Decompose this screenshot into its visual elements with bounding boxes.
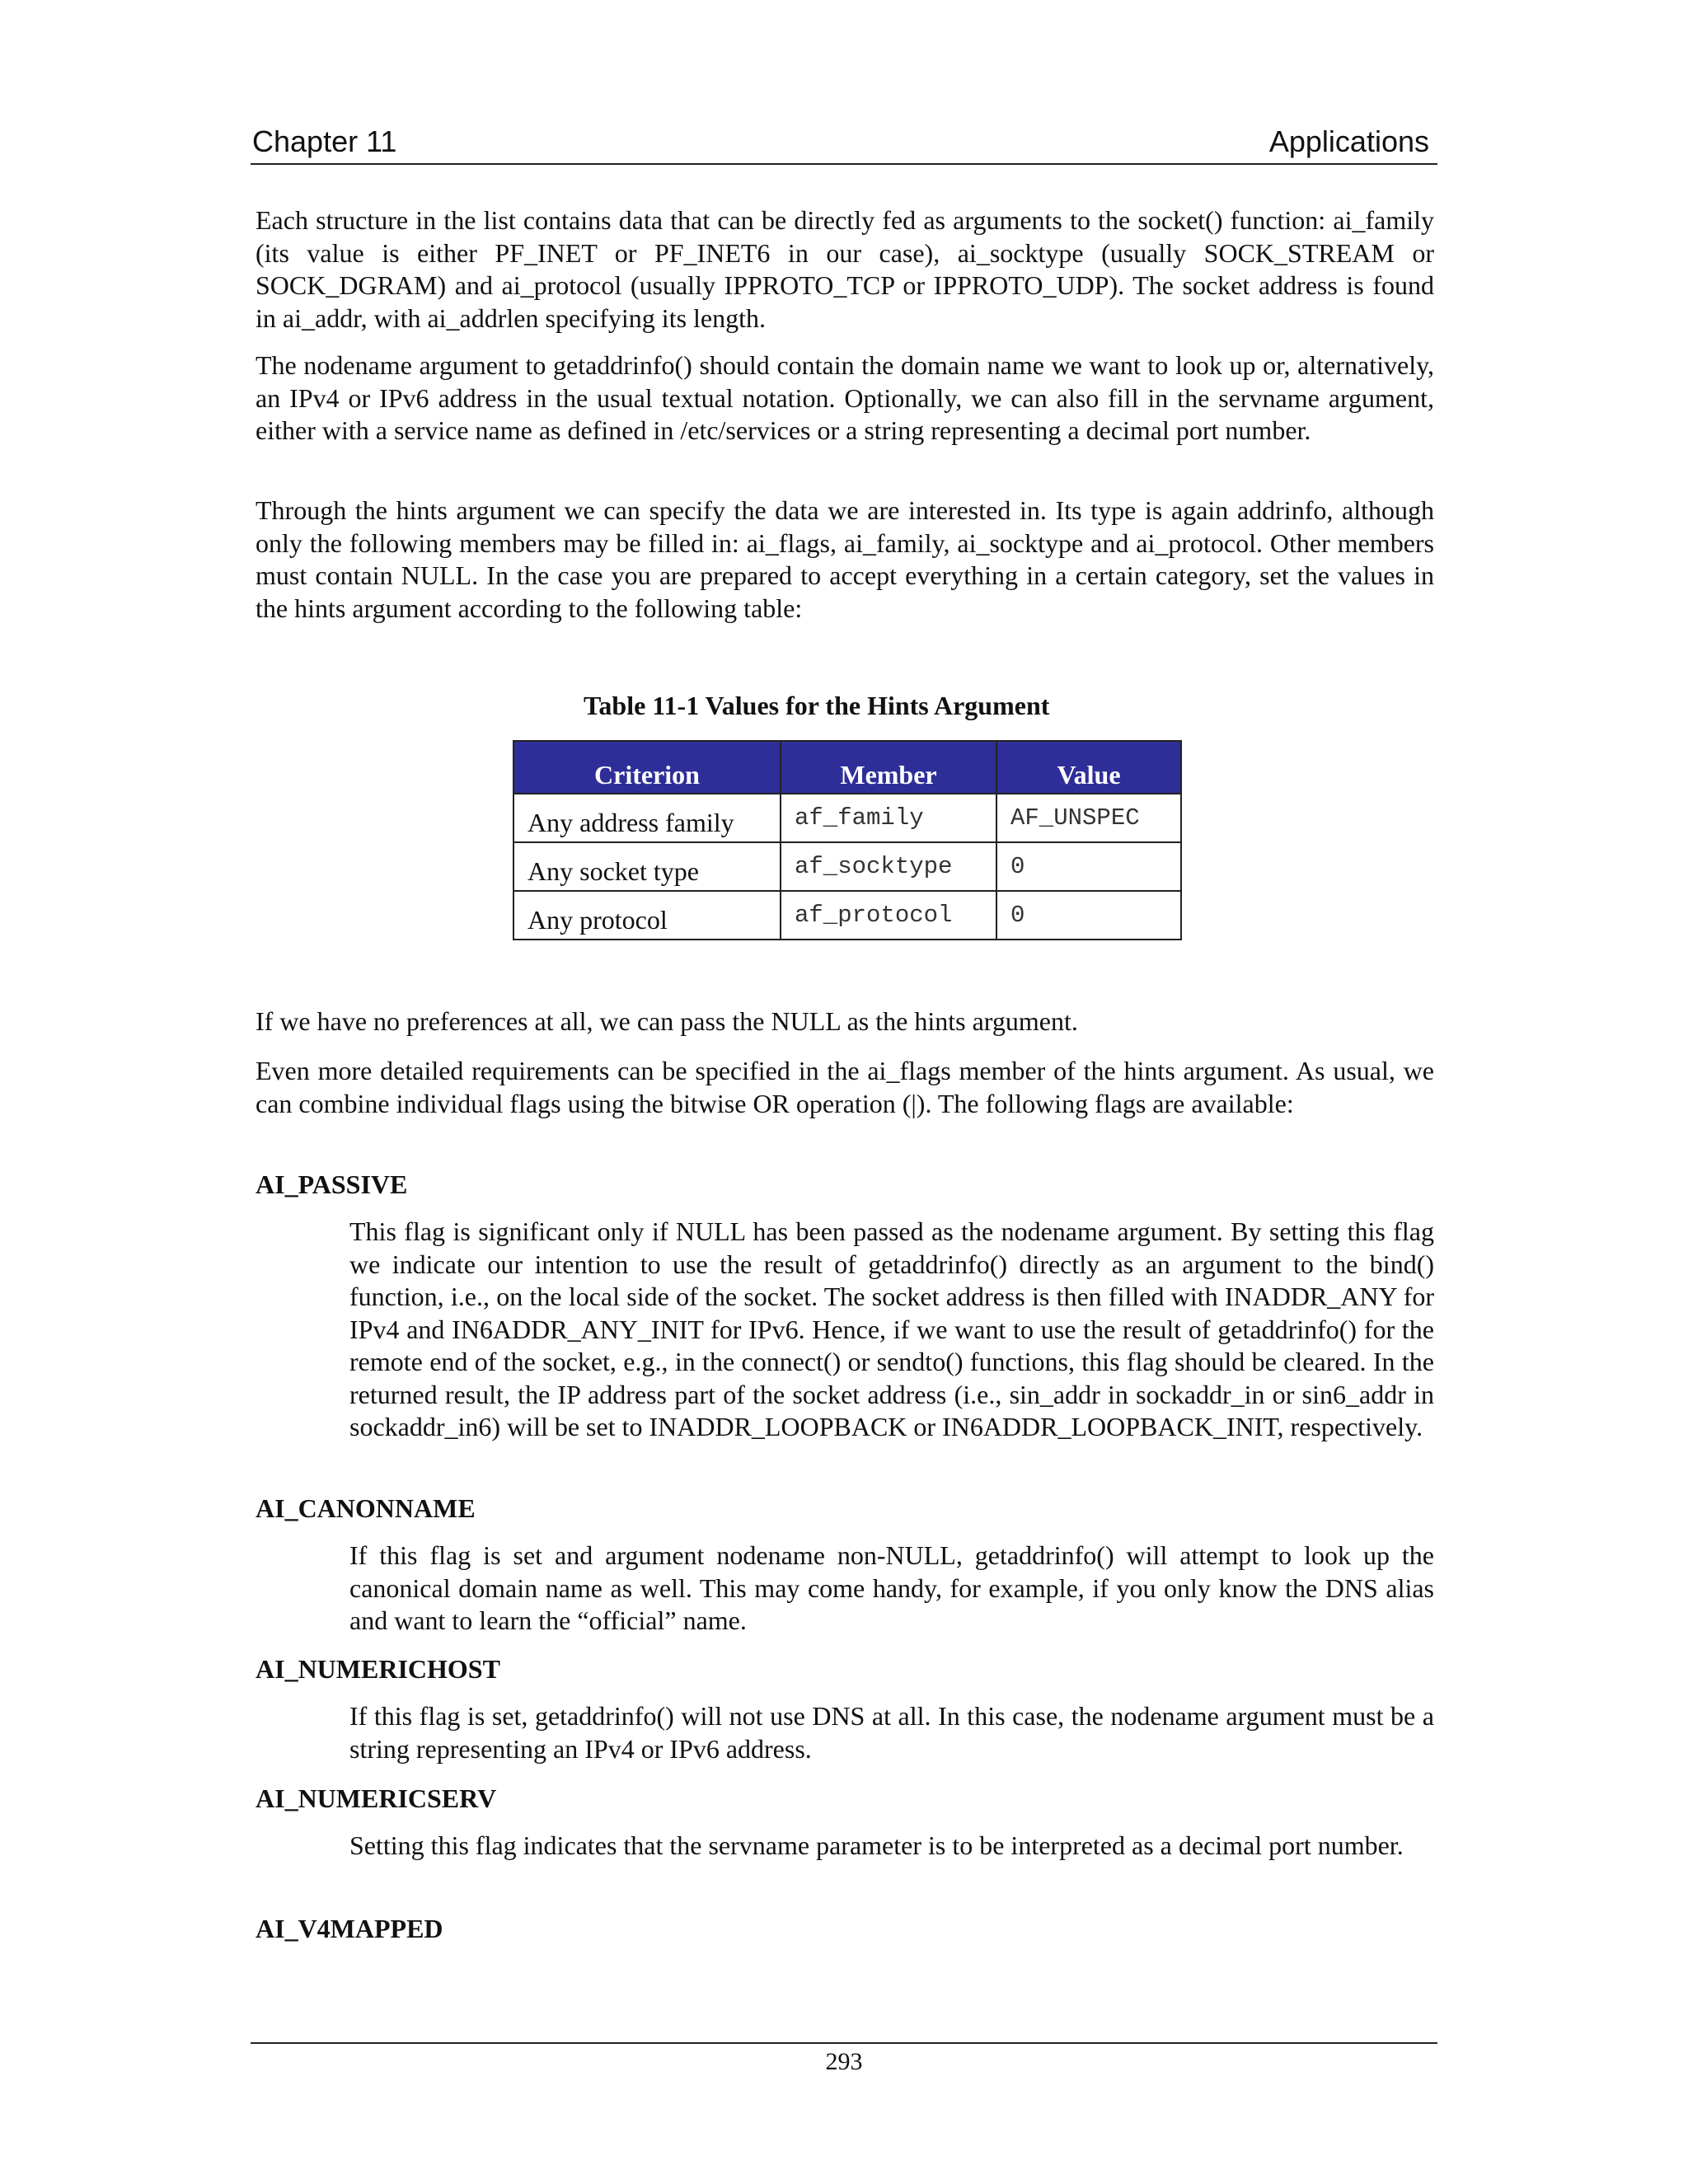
table-row xyxy=(513,794,1181,842)
flag-term-ai-numericserv: AI_NUMERICSERV xyxy=(256,1783,497,1813)
table-row xyxy=(513,842,1181,891)
paragraph-addrinfo-structure: Each structure in the list contains data that can be directly fed as arguments to the socket() function: ai_family (its value is either PF_INET or PF_INET6 in our case), ai_socktype (usually SOCK_STREAM or SOCK_DGRAM) and ai_protocol (usually IPPROTO_TCP or IPPROTO_UDP). The socket address is found in ai_addr, with ai_addrlen specifying its length. xyxy=(256,205,1434,333)
flag-term-ai-canonname: AI_CANONNAME xyxy=(256,1493,476,1523)
criterion-cell: Any address family xyxy=(513,794,781,842)
paragraph-ai-flags: Even more detailed requirements can be specified in the ai_flags member of the hints argument. As usual, we can combine individual flags using the bitwise OR operation (|). The following flags are available: xyxy=(256,1056,1434,1118)
member-cell: af_protocol xyxy=(781,891,996,940)
paragraph-null-hints: If we have no preferences at all, we can pass the NULL as the hints argument. xyxy=(256,1006,1078,1036)
section-label: Applications xyxy=(1268,124,1429,158)
column-header-criterion: Criterion xyxy=(513,741,781,794)
member-cell: af_family xyxy=(781,794,996,842)
flag-definition-ai-numerichost: If this flag is set, getaddrinfo() will not use DNS at all. In this case, the nodename argument must be a string representing an IPv4 or IPv6 address. xyxy=(349,1701,1434,1764)
footer-divider xyxy=(251,2042,1437,2044)
criterion-cell: Any protocol xyxy=(513,891,781,940)
flag-definition-ai-canonname: If this flag is set and argument nodename non-NULL, getaddrinfo() will attempt to look up the canonical domain name as well. This may come handy, for example, if you only know the DNS alias and want to learn the “official” name. xyxy=(349,1540,1434,1635)
member-cell: af_socktype xyxy=(781,842,996,891)
value-cell: 0 xyxy=(996,842,1181,891)
paragraph-nodename: The nodename argument to getaddrinfo() should contain the domain name we want to look up or, alternatively, an IPv4 or IPv6 address in the usual textual notation. Optionally, we can also fill in the servname argument, either with a service name as defined in /etc/services or a string representing a decimal port number. xyxy=(256,350,1434,445)
flag-definition-ai-passive: This flag is significant only if NULL has been passed as the nodename argument. By setting this flag we indicate our intention to use the result of getaddrinfo() directly as an argument to the bind() function, i.e., on the local side of the socket. The socket address is then filled with INADDR_ANY for IPv4 and IN6ADDR_ANY_INIT for IPv6. Hence, if we want to use the result of getaddrinfo() for the remote end of the socket, e.g., in the connect() or sendto() functions, this flag should be cleared. In the returned result, the IP address part of the socket address (i.e., sin_addr in sockaddr_in or sin6_addr in sockaddr_in6) will be set to INADDR_LOOPBACK or IN6ADDR_LOOPBACK_INIT, respectively. xyxy=(349,1216,1434,1441)
table-header-row xyxy=(513,741,1181,794)
column-header-value: Value xyxy=(996,741,1181,794)
criterion-cell: Any socket type xyxy=(513,842,781,891)
flag-definition-ai-numericserv: Setting this flag indicates that the servname parameter is to be interpreted as a decimal port number. xyxy=(349,1830,1404,1860)
running-header xyxy=(251,122,1437,165)
table-row xyxy=(513,891,1181,940)
chapter-label: Chapter 11 xyxy=(252,124,397,158)
flag-term-ai-passive: AI_PASSIVE xyxy=(256,1169,408,1199)
value-cell: AF_UNSPEC xyxy=(996,794,1181,842)
hints-table xyxy=(513,740,1182,940)
page-number: 293 xyxy=(825,2048,863,2075)
flag-term-ai-numerichost: AI_NUMERICHOST xyxy=(256,1654,500,1684)
value-cell: 0 xyxy=(996,891,1181,940)
flag-term-ai-v4mapped: AI_V4MAPPED xyxy=(256,1914,443,1943)
table-caption: Table 11-1 Values for the Hints Argument xyxy=(584,691,1050,720)
column-header-member: Member xyxy=(781,741,996,794)
paragraph-hints: Through the hints argument we can specify the data we are interested in. Its type is again addrinfo, although only the following members may be filled in: ai_flags, ai_family, ai_socktype and ai_protocol. Other members must contain NULL. In the case you are prepared to accept everything in a certain category, set the values in the hints argument according to the following table: xyxy=(256,495,1434,623)
